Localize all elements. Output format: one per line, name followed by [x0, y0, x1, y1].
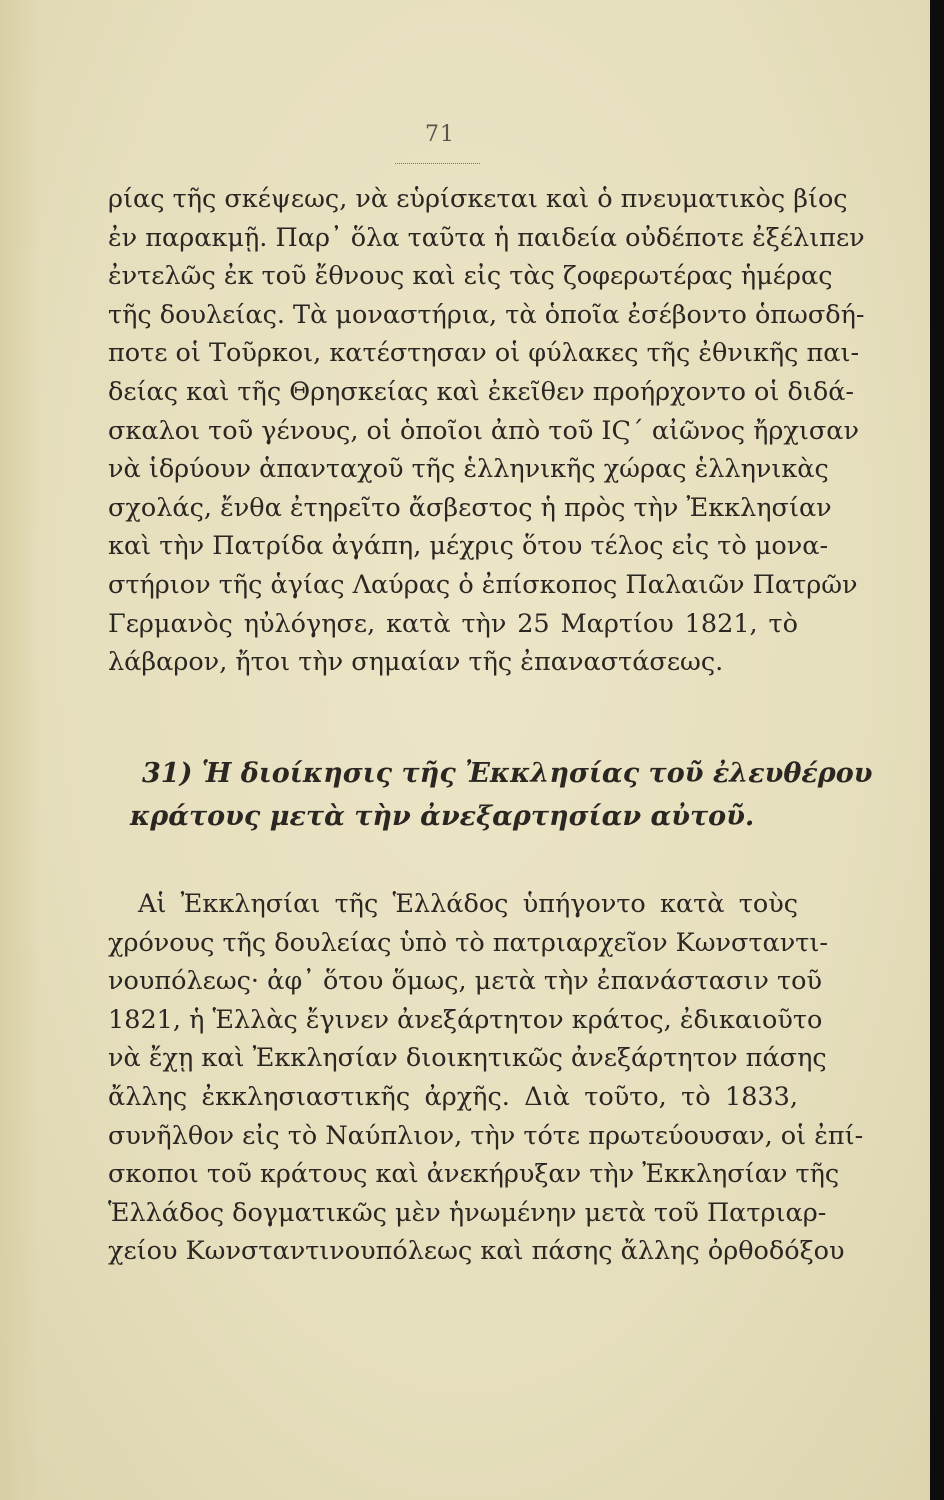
text-line: συνῆλθον εἰς τὸ Ναύπλιον, τὴν τότε πρωτεύουσαν, οἱ ἐπί-	[108, 1120, 864, 1151]
text-line: ἄλλης ἐκκλησιαστικῆς ἀρχῆς. Διὰ τοῦτο, τὸ 1833,	[108, 1081, 798, 1112]
text-line: χρόνους τῆς δουλείας ὑπὸ τὸ πατριαρχεῖον Κωνσταντι-	[108, 927, 828, 958]
text-line: ποτε οἱ Τοῦρκοι, κατέστησαν οἱ φύλακες τῆς ἐθνικῆς παι-	[108, 338, 860, 369]
text-line: Γερμανὸς ηὐλόγησε, κατὰ τὴν 25 Μαρτίου 1821, τὸ	[108, 608, 798, 639]
text-line: ἐν παρακμῇ. Παρ᾽ ὅλα ταῦτα ἡ παιδεία οὐδέποτε ἐξέλιπεν	[108, 222, 865, 253]
text-line: νὰ ἱδρύουν ἁπανταχοῦ τῆς ἑλληνικῆς χώρας ἑλληνικὰς	[108, 454, 829, 485]
text-line: νὰ ἔχῃ καὶ Ἐκκλησίαν διοικητικῶς ἀνεξάρτητον πάσης	[108, 1043, 827, 1074]
text-line: τῆς δουλείας. Τὰ μοναστήρια, τὰ ὁποῖα ἐσέβοντο ὁπωσδή-	[108, 299, 865, 330]
text-line: ρίας τῆς σκέψεως, νὰ εὑρίσκεται καὶ ὁ πνευματικὸς βίος	[108, 184, 848, 214]
text-line: ἐντελῶς ἐκ τοῦ ἔθνους καὶ εἰς τὰς ζοφερωτέρας ἡμέρας	[108, 261, 833, 292]
text-line: σκοποι τοῦ κράτους καὶ ἀνεκήρυξαν τὴν Ἐκκλησίαν τῆς	[108, 1159, 840, 1190]
text-line: λάβαρον, ἤτοι τὴν σημαίαν τῆς ἐπαναστάσεως.	[108, 647, 724, 678]
text-line: χείου Κωνσταντινουπόλεως καὶ πάσης ἄλλης ὀρθοδόξου	[108, 1236, 845, 1267]
section-heading-line-2: κράτους μετὰ τὴν ἀνεξαρτησίαν αὐτοῦ.	[130, 801, 755, 832]
page-edge-shadow	[0, 0, 40, 1500]
text-line: Αἱ Ἐκκλησίαι τῆς Ἑλλάδος ὑπήγοντο κατὰ τοὺς	[138, 889, 798, 919]
paragraph-1	[108, 180, 865, 682]
text-line: σκαλοι τοῦ γένους, οἱ ὁποῖοι ἀπὸ τοῦ ΙϚ΄ αἰῶνος ἤρχισαν	[108, 415, 859, 446]
text-line: νουπόλεως· ἀφ᾽ ὅτου ὅμως, μετὰ τὴν ἐπανάστασιν τοῦ	[108, 966, 822, 997]
section-heading-line-1: 31) Ἡ διοίκησις τῆς Ἐκκλησίας τοῦ ἐλευθέρου	[142, 758, 873, 789]
section-heading	[130, 752, 873, 838]
text-line: καὶ τὴν Πατρίδα ἀγάπη, μέχρις ὅτου τέλος εἰς τὸ μονα-	[108, 531, 829, 562]
page-number: 71	[425, 122, 455, 147]
text-line: στήριον τῆς ἁγίας Λαύρας ὁ ἐπίσκοπος Παλαιῶν Πατρῶν	[108, 569, 858, 600]
text-line: Ἑλλάδος δογματικῶς μὲν ἡνωμένην μετὰ τοῦ Πατριαρ-	[108, 1197, 827, 1228]
text-line: 1821, ἡ Ἑλλὰς ἔγινεν ἀνεξάρτητον κράτος, ἐδικαιοῦτο	[108, 1004, 823, 1035]
text-line: δείας καὶ τῆς Θρησκείας καὶ ἐκεῖθεν προήρχοντο οἱ διδά-	[108, 376, 855, 407]
text-line: σχολάς, ἔνθα ἐτηρεῖτο ἄσβεστος ἡ πρὸς τὴν Ἐκκλησίαν	[108, 492, 832, 523]
page-number-rule	[395, 163, 480, 164]
paragraph-2	[108, 885, 864, 1271]
